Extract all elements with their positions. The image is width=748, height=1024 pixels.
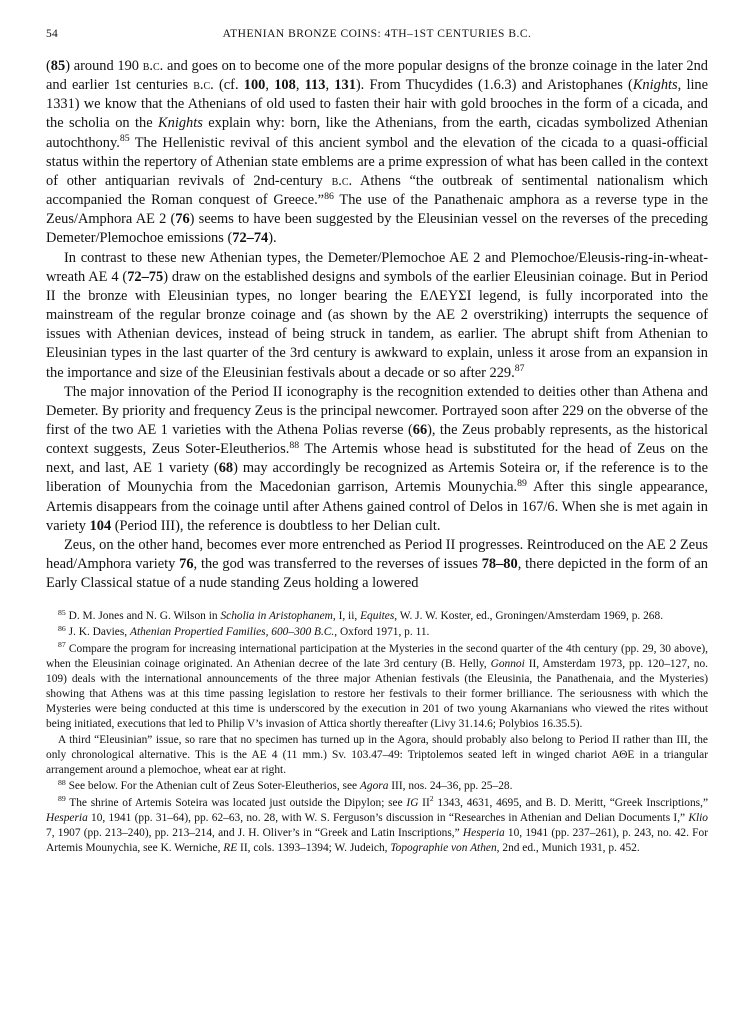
italic-title: Topographie von Athen <box>390 841 497 854</box>
catalogue-number: 68 <box>218 460 234 477</box>
note-reference: 2 <box>429 794 434 804</box>
text-run: See below. For the Athenian cult of Zeus Soter-Eleutherios, see <box>65 780 360 793</box>
text-run: ) seems to have been suggested by the Eleusinian vessel on the reverses of the preceding Demeter/Plemochoe emissions ( <box>46 211 708 247</box>
text-run: J. K. Davies, <box>65 626 130 639</box>
text-run: in a triangular arrangement around a plemochoe, wheat ear at right. <box>46 749 708 777</box>
footnote <box>46 733 708 778</box>
italic-title: Knights <box>158 115 203 132</box>
text-run: 10, 1941 (pp. 237–261), p. 243, no. 42. For Artemis Mounychia, see K. Werniche, <box>46 826 708 854</box>
catalogue-number: 78–80 <box>481 556 518 573</box>
text-run: Compare the program for increasing international participation at the Mysteries in the second quarter of the 4th century (pp. 29, 30 above), when the Eleusinian coinage originated. An Athenian decree of the late 3rd century (B. Helly, <box>46 642 708 670</box>
footnote <box>46 642 708 733</box>
body-paragraph <box>46 536 708 593</box>
running-head <box>46 28 708 46</box>
text-run: , 2nd ed., Munich 1931, p. 452. <box>496 841 640 854</box>
footnote <box>46 779 708 794</box>
footnote <box>46 796 708 856</box>
text-run: , <box>295 77 305 94</box>
text-run: II <box>418 796 430 809</box>
text-run: explain why: born, like the Athenians, from the earth, cicadas symbolized Athenian autochthony. <box>46 115 708 151</box>
note-reference: 85 <box>58 608 66 618</box>
catalogue-number: 131 <box>334 77 356 94</box>
italic-title: Hesperia <box>46 811 88 824</box>
text-run: The use of the Panathenaic amphora as a reverse type in the Zeus/Amphora AE 2 ( <box>46 192 708 228</box>
italic-title: Athenian Propertied Families, 600–300 B.C. <box>129 626 335 639</box>
note-reference: 86 <box>58 624 66 634</box>
catalogue-number: 104 <box>89 517 112 534</box>
catalogue-number: 66 <box>412 421 428 438</box>
text-run: ( <box>46 58 51 74</box>
catalogue-number: 113 <box>304 77 326 94</box>
text-run: ) around 190 <box>65 58 143 74</box>
text-run: , there depicted in the form of an Early Classical statue of a nude standing Zeus holding a lowered <box>46 556 708 592</box>
text-run: The shrine of Artemis Soteira was located just outside the Dipylon; see <box>65 796 407 809</box>
catalogue-number: 72–74 <box>232 230 269 247</box>
text-run: , <box>265 77 275 94</box>
catalogue-number: 76 <box>175 211 190 228</box>
italic-title: IG <box>406 796 419 809</box>
body-text <box>46 57 708 593</box>
catalogue-number: 108 <box>274 77 296 94</box>
italic-title: Equites <box>360 610 395 623</box>
text-run: ). <box>268 230 277 247</box>
text-run: and goes on to become one of the more popular designs of the bronze coinage in the later 2nd and earlier 1st centuries <box>46 58 708 94</box>
text-run: Zeus, on the other hand, becomes ever more entrenched as Period II progresses. Reintroduced on the AE 2 Zeus head/Amphora variety <box>46 536 708 573</box>
italic-title: Agora <box>359 780 389 793</box>
footnotes <box>46 609 708 856</box>
footnote <box>46 609 708 624</box>
text-run: The major innovation of the Period II iconography is the recognition extended to deities other than Athena and Demeter. By priority and frequency Zeus is the principal newcomer. Portrayed soon after 229 on the obverse of the first of the two AE 1 varieties with the Athena Polias reverse ( <box>46 383 708 438</box>
text-run: II, cols. 1393–1394; W. Judeich, <box>237 841 391 854</box>
text-run: ΕΛΕΥΣΙ <box>419 287 472 304</box>
text-run: (cf. <box>213 77 244 94</box>
text-run: 10, 1941 (pp. 31–64), pp. 62–63, no. 28, with W. S. Ferguson’s discussion in “Researches in Athenian and Delian Documents I,” <box>87 811 689 824</box>
text-run: ). From Thucydides (1.6.3) and Aristophanes ( <box>355 77 633 94</box>
text-run: (Period III), the reference is doubtless to her Delian cult. <box>111 517 441 534</box>
text-run: 1343, 4631, 4695, and B. D. Meritt, “Greek Inscriptions,” <box>433 796 708 809</box>
small-caps-era: b.c. <box>331 172 353 189</box>
italic-title: RE <box>223 841 238 854</box>
text-run: D. M. Jones and N. G. Wilson in <box>65 610 221 623</box>
text-run: III, nos. 24–36, pp. 25–28. <box>388 780 513 793</box>
text-run: ) draw on the established designs and symbols of the earlier Eleusinian coinage. But in Period II the bronze with Eleusinian types, no longer bearing the <box>46 268 708 304</box>
text-run: legend, is fully incorporated into the mainstream of the regular bronze coinage and (as shown by the AE 2 overstriking) interrupts the sequence of issues with Athenian devices, instead of being struck in tandem, as earlier. The abrupt shift from Athenian to Eleusinian types in the last quarter of the 3rd century is awkward to explain, unless it arose from an expansion in the importance and size of the Eleusinian festivals about a decade or so after 229. <box>46 287 708 381</box>
book-page <box>46 28 708 857</box>
footnote <box>46 625 708 640</box>
text-run: Athens “the outbreak of sentimental nationalism which accompanied the Roman conquest of Greece.” <box>46 172 708 209</box>
catalogue-number: 100 <box>243 77 266 94</box>
note-reference: 87 <box>58 640 66 650</box>
text-run: A third “Eleusinian” issue, so rare that no specimen has turned up in the Agora, should probably also belong to Period II rather than III, the only chronological alternative. This is the AE 4 (11 mm.) Sv. 103.47–49: Triptolemos seated left in winged chariot <box>46 734 708 762</box>
small-caps-era: b.c. <box>142 58 164 74</box>
note-reference: 85 <box>119 133 130 145</box>
italic-title: Gonnoi <box>490 657 525 670</box>
text-run: ) may accordingly be recognized as Artemis Soteira or, if the reference is to the liberation of Mounychia from the Macedonian garrison, Artemis Mounychia. <box>46 460 708 496</box>
note-reference: 88 <box>58 778 66 788</box>
italic-title: Scholia in Aristophanem <box>220 610 333 623</box>
body-paragraph <box>46 57 708 249</box>
catalogue-number: 85 <box>50 58 66 74</box>
italic-title: Klio <box>688 811 708 824</box>
note-reference: 89 <box>58 794 66 804</box>
note-reference: 87 <box>514 363 525 375</box>
text-run: After this single appearance, Artemis disappears from the coinage until after Athens gained control of Delos in 167/6. When she is met again in variety <box>46 479 708 534</box>
text-run: In contrast to these new Athenian types, the Demeter/Plemochoe AE 2 and Plemochoe/Eleusis-ring-in-wheat-wreath AE 4 ( <box>46 249 708 285</box>
catalogue-number: 72–75 <box>127 268 164 285</box>
text-run: , the god was transferred to the reverses of issues <box>193 556 482 573</box>
text-run: , I, ii, <box>332 610 361 623</box>
text-run: 7, 1907 (pp. 213–240), pp. 213–214, and J. H. Oliver’s in “Greek and Latin Inscriptions,” <box>46 826 463 839</box>
text-run: , line 1331) we know that the Athenians of old used to fasten their hair with gold brooches in the form of a cicada, and the scholia on the <box>46 77 709 132</box>
catalogue-number: 76 <box>179 556 194 573</box>
text-run: The Hellenistic revival of this ancient symbol and the elevation of the cicada to a quasi-official status within the repertory of Athenian state emblems are a prime expression of what has been called in the context of other antiquarian revivals of 2nd-century <box>46 134 708 189</box>
text-run: , W. J. W. Koster, ed., Groningen/Amsterdam 1969, p. 268. <box>394 610 664 623</box>
italic-title: Knights <box>632 77 678 94</box>
running-title: ATHENIAN BRONZE COINS: 4TH–1ST CENTURIES B.C. <box>222 28 532 40</box>
text-run: , <box>325 77 335 94</box>
note-reference: 89 <box>517 478 527 490</box>
note-reference: 88 <box>289 439 300 451</box>
text-run: ΑΘΕ <box>611 749 635 762</box>
text-run: The Artemis whose head is substituted for the head of Zeus on the next, and last, AE 1 variety ( <box>46 441 708 477</box>
small-caps-era: b.c. <box>193 77 214 94</box>
italic-title: Hesperia <box>462 826 505 839</box>
body-paragraph <box>46 249 708 383</box>
body-paragraph <box>46 383 708 536</box>
text-run: ), the Zeus probably represents, as the historical context suggests, Zeus Soter-Eleutherios. <box>46 421 708 458</box>
text-run: II, Amsterdam 1973, pp. 120–127, no. 109) deals with the international announcements of the three major Athenian festivals (the Eleusinia, the Panathenaia, and the Mysteries) showing that Athens was at this time passing legislation to restore her festivals to their former brilliance. The seriousness with which the Mysteries were being conducted at this time is underscored by the execution in 201 of two young Akarnanians who viewed the rites without being initiated, executions that led to Philip V’s invasion of Attica shortly thereafter (Livy 31.14.6; Polybios 16.35.5). <box>46 657 708 731</box>
note-reference: 86 <box>324 190 334 202</box>
page-number: 54 <box>46 28 58 40</box>
text-run: , Oxford 1971, p. 11. <box>334 626 430 639</box>
